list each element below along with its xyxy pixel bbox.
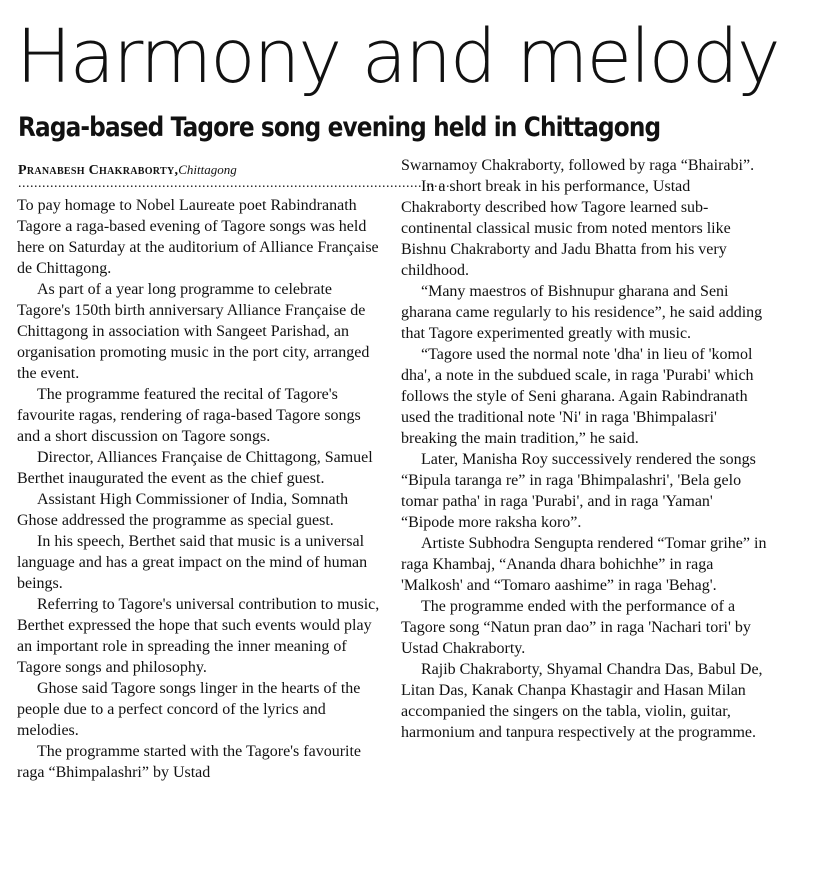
paragraph: Ghose said Tagore songs linger in the hearts of the people due to a perfect concord of the lyrics and melodies. xyxy=(17,680,361,739)
paragraph: Swarnamoy Chakraborty, followed by raga “Bhairabi”. xyxy=(401,157,755,174)
paragraph: Rajib Chakraborty, Shyamal Chandra Das, Babul De, Litan Das, Kanak Chanpa Khastagir and Hasan Milan accompanied the singers on the tabla, violin, guitar, harmonium and tanpura respectively at the programme. xyxy=(401,661,763,741)
dateline-place: Chittagong xyxy=(178,162,237,177)
paragraph: The programme featured the recital of Tagore's favourite ragas, rendering of raga-based Tagore songs and a short discussion on Tagore songs. xyxy=(17,386,361,445)
subheadline: Raga-based Tagore song evening held in Chittagong xyxy=(18,112,661,143)
paragraph: Referring to Tagore's universal contribution to music, Berthet expressed the hope that such events would play an important role in spreading the inner meaning of Tagore songs and philosophy. xyxy=(17,596,380,676)
paragraph: To pay homage to Nobel Laureate poet Rabindranath Tagore a raga-based evening of Tagore songs was held here on Saturday at the auditorium of Alliance Française de Chittagong. xyxy=(17,197,379,277)
paragraph: “Tagore used the normal note 'dha' in lieu of 'komol dha', a note in the subdued scale, in raga 'Purabi' which follows the style of Seni gharana. Again Rabindranath used the traditional note 'Ni' in raga 'Bhimpalasri' breaking the main tradition,” he said. xyxy=(401,346,754,447)
article-column-right xyxy=(401,155,767,743)
paragraph: “Many maestros of Bishnupur gharana and Seni gharana came regularly to his residence”, he said adding that Tagore experimented greatly with music. xyxy=(401,283,763,342)
paragraph: Artiste Subhodra Sengupta rendered “Tomar grihe” in raga Khambaj, “Ananda dhara bohichhe” in raga 'Malkosh' and “Tomaro aashime” in raga 'Behag'. xyxy=(401,535,767,594)
paragraph: The programme ended with the performance of a Tagore song “Natun pran dao” in raga 'Nachari tori' by Ustad Chakraborty. xyxy=(401,598,751,657)
paragraph: In his speech, Berthet said that music is a universal language and has a great impact on the mind of human beings. xyxy=(17,533,368,592)
paragraph: The programme started with the Tagore's favourite raga “Bhimpalashri” by Ustad xyxy=(17,743,362,781)
byline-separator: ............................................................................................................ xyxy=(18,176,450,191)
paragraph: Later, Manisha Roy successively rendered the songs “Bipula taranga re” in raga 'Bhimpalashri', 'Bela gelo tomar patha' in raga 'Purabi', and in raga 'Yaman' “Bipode more raksha koro”. xyxy=(401,451,756,531)
headline: Harmony and melody xyxy=(16,14,779,100)
paragraph: As part of a year long programme to celebrate Tagore's 150th birth anniversary Alliance Française de Chittagong in association with Sangeet Parishad, an organisation promoting music in the port city, arranged the event. xyxy=(17,281,370,382)
author-name: Pranabesh Chakraborty, xyxy=(18,163,179,178)
paragraph: In a short break in his performance, Ustad Chakraborty described how Tagore learned sub-continental classical music from noted mentors like Bishnu Chakraborty and Jadu Bhatta from his very childhood. xyxy=(401,178,731,279)
paragraph: Director, Alliances Française de Chittagong, Samuel Berthet inaugurated the event as the chief guest. xyxy=(17,449,373,487)
article-column-left xyxy=(17,195,383,783)
paragraph: Assistant High Commissioner of India, Somnath Ghose addressed the programme as special guest. xyxy=(17,491,349,529)
